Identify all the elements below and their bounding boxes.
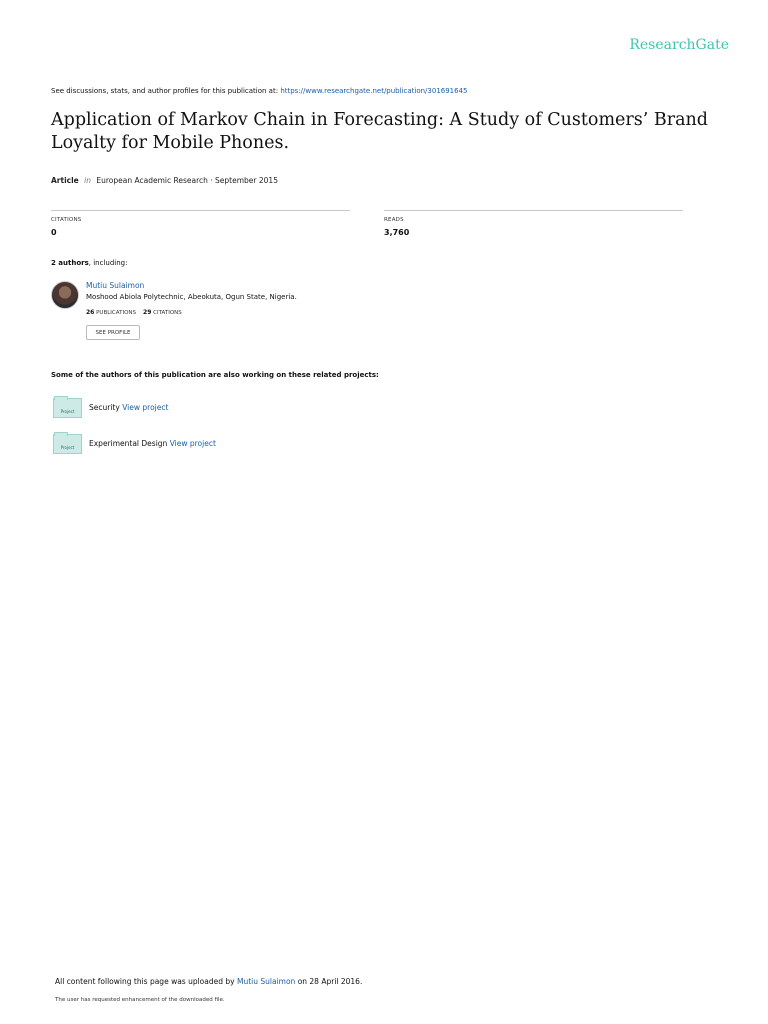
author-publications-count: 26 (86, 309, 95, 316)
author-citations-count: 29 (143, 309, 152, 316)
project-item-experimental-design (89, 439, 216, 448)
journal-name[interactable]: European Academic Research · September 2015 (96, 176, 278, 185)
author-avatar[interactable] (51, 281, 79, 309)
publication-type: Article (51, 176, 79, 185)
author-stats (86, 309, 182, 316)
reads-label: READS (384, 217, 404, 223)
project-name: Security (89, 403, 120, 412)
meta-in: in (84, 176, 91, 185)
project-name: Experimental Design (89, 439, 168, 448)
upload-prefix: All content following this page was uploaded by (55, 977, 235, 986)
uploader-link[interactable]: Mutiu Sulaimon (236, 977, 296, 986)
view-project-link[interactable]: View project (122, 403, 169, 412)
upload-suffix: on 28 April 2016. (297, 977, 363, 986)
project-icon-label: Project (60, 409, 75, 414)
author-citations-label: CITATIONS (153, 310, 182, 316)
reads-value: 3,760 (384, 228, 410, 237)
citations-divider (51, 210, 350, 211)
citations-label: CITATIONS (51, 217, 82, 223)
project-icon-label: Project (60, 445, 75, 450)
publication-title: Application of Markov Chain in Forecasting: A Study of Customers’ Brand Loyalty for Mobile Phones. (51, 110, 709, 153)
authors-heading (51, 259, 127, 267)
upload-note (55, 977, 362, 986)
authors-count: 2 authors (51, 259, 89, 267)
publication-url-link[interactable]: https://www.researchgate.net/publication/301691645 (280, 87, 468, 95)
project-folder-icon (53, 398, 82, 418)
project-folder-icon (53, 434, 82, 454)
view-project-link[interactable]: View project (169, 439, 216, 448)
publication-meta (51, 176, 278, 185)
author-name-link[interactable]: Mutiu Sulaimon (86, 281, 145, 290)
author-publications-label: PUBLICATIONS (96, 310, 137, 316)
reads-divider (384, 210, 683, 211)
see-profile-button[interactable]: SEE PROFILE (86, 325, 140, 340)
discussion-prefix: See discussions, stats, and author profiles for this publication at: (51, 87, 279, 95)
citations-value: 0 (51, 228, 57, 237)
authors-including: , including: (88, 259, 128, 267)
enhancement-note: The user has requested enhancement of the downloaded file. (55, 997, 225, 1003)
related-projects-heading: Some of the authors of this publication are also working on these related projects: (51, 371, 379, 379)
author-affiliation: Moshood Abiola Polytechnic, Abeokuta, Ogun State, Nigeria. (86, 293, 297, 301)
discussion-line (51, 87, 468, 95)
project-item-security (89, 403, 168, 412)
researchgate-logo[interactable]: ResearchGate (629, 37, 729, 53)
